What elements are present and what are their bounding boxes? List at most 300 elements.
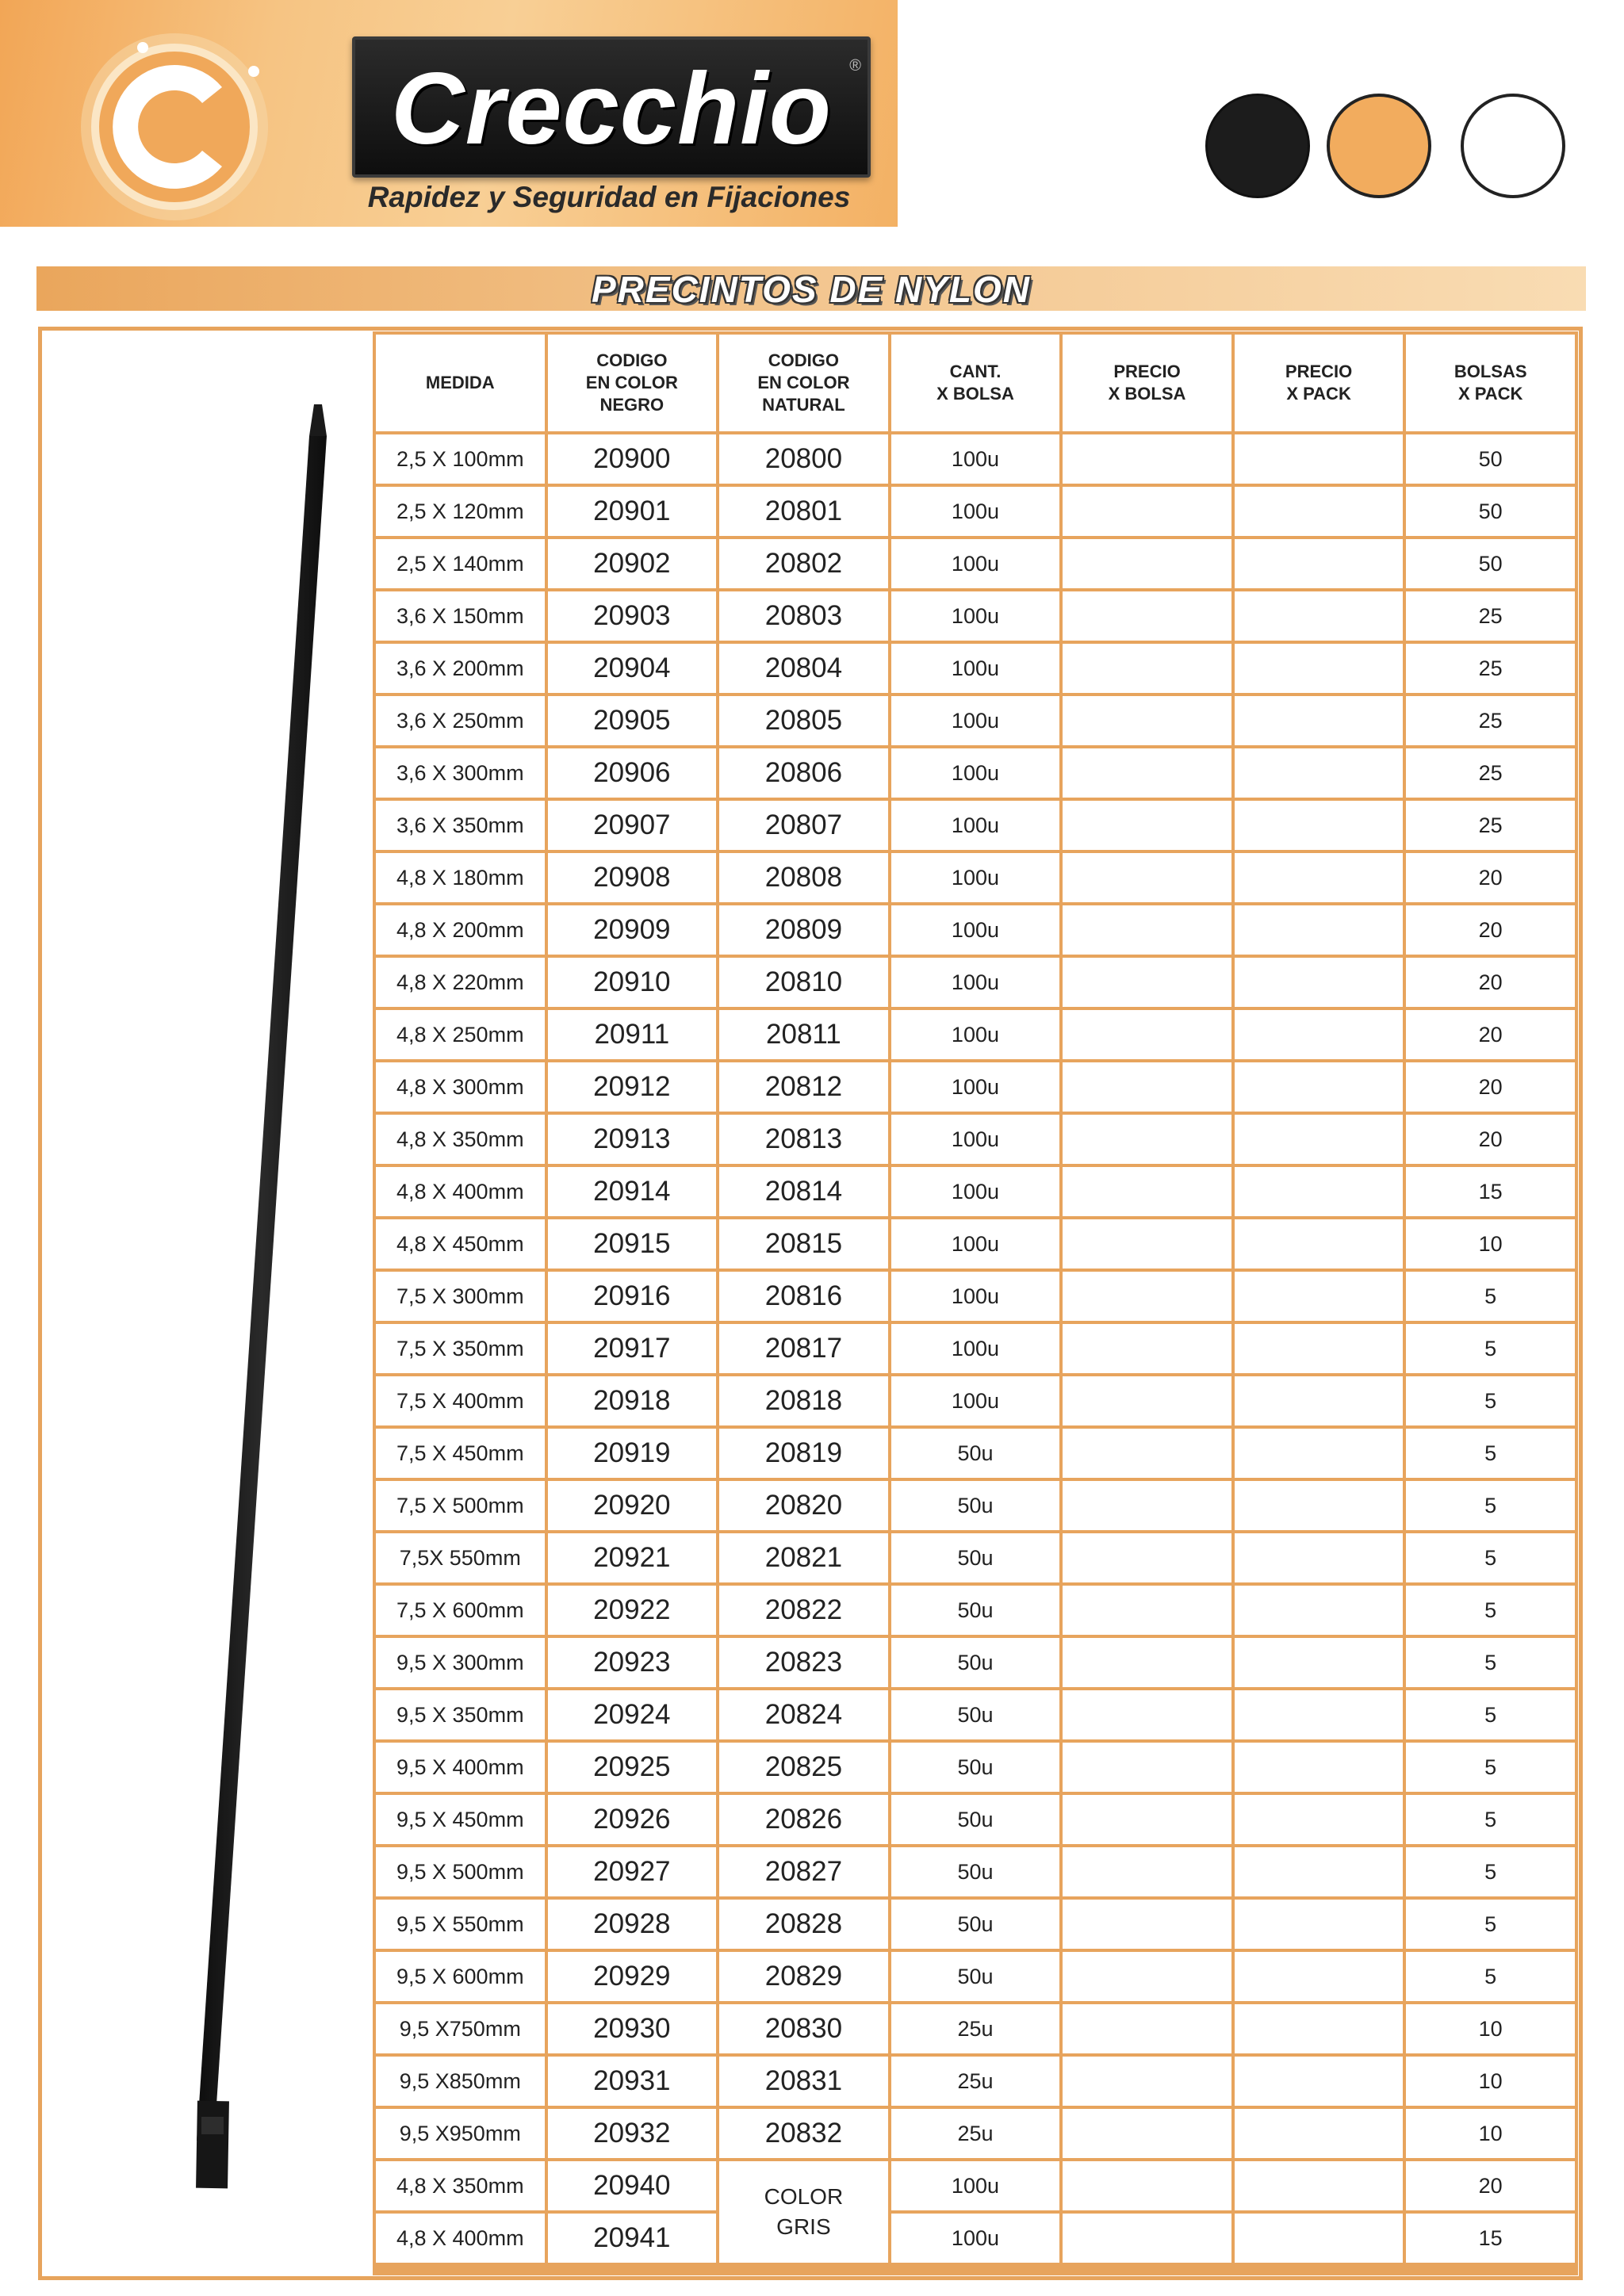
cell-cant-bolsa: 100u [891, 905, 1060, 955]
cell-cant-bolsa: 100u [891, 958, 1060, 1007]
cell-medida: 3,6 X 150mm [376, 591, 545, 641]
cell-cant-bolsa: 50u [891, 1743, 1060, 1792]
cell-precio-bolsa [1063, 1638, 1231, 1687]
cell-codigo-natural: 20803 [719, 591, 888, 641]
cell-codigo-natural: 20829 [719, 1952, 888, 2001]
table-row [376, 1847, 1575, 1896]
table-row [376, 1115, 1575, 1164]
cell-codigo-natural: 20810 [719, 958, 888, 1007]
table-row [376, 696, 1575, 745]
cell-codigo-negro: 20921 [548, 1533, 717, 1582]
cell-medida: 7,5 X 500mm [376, 1481, 545, 1530]
cell-bolsas-pack: 5 [1406, 1533, 1575, 1582]
cell-precio-pack [1235, 1586, 1404, 1635]
cell-codigo-negro: 20920 [548, 1481, 717, 1530]
brand-name: Crecchio [391, 52, 832, 166]
cell-precio-pack [1235, 644, 1404, 693]
cell-medida: 2,5 X 120mm [376, 487, 545, 536]
cell-codigo-natural: 20814 [719, 1167, 888, 1216]
cell-precio-pack [1235, 1690, 1404, 1739]
cell-precio-bolsa [1063, 1952, 1231, 2001]
cell-codigo-natural: 20819 [719, 1429, 888, 1478]
cell-codigo-natural: 20811 [719, 1010, 888, 1059]
cell-cant-bolsa: 100u [891, 1219, 1060, 1269]
cell-medida: 9,5 X750mm [376, 2004, 545, 2053]
cell-codigo-natural: 20825 [719, 1743, 888, 1792]
cell-medida: 7,5 X 450mm [376, 1429, 545, 1478]
cell-precio-bolsa [1063, 2161, 1231, 2210]
cell-bolsas-pack: 5 [1406, 1272, 1575, 1321]
cell-precio-pack [1235, 1481, 1404, 1530]
cell-precio-pack [1235, 1795, 1404, 1844]
cell-medida: 9,5 X 400mm [376, 1743, 545, 1792]
cell-codigo-natural: 20832 [719, 2109, 888, 2158]
cell-bolsas-pack: 50 [1406, 539, 1575, 588]
cell-cant-bolsa: 50u [891, 1429, 1060, 1478]
cell-codigo-negro: 20919 [548, 1429, 717, 1478]
cell-precio-pack [1235, 2109, 1404, 2158]
table-row [376, 591, 1575, 641]
cell-medida: 4,8 X 400mm [376, 2214, 545, 2263]
cell-bolsas-pack: 15 [1406, 1167, 1575, 1216]
cell-precio-pack [1235, 1376, 1404, 1425]
cell-bolsas-pack: 10 [1406, 2109, 1575, 2158]
cell-codigo-natural: 20807 [719, 801, 888, 850]
cell-color-gris: COLOR GRIS [719, 2161, 888, 2263]
table-row [376, 905, 1575, 955]
cell-precio-bolsa [1063, 1586, 1231, 1635]
cell-codigo-natural: 20821 [719, 1533, 888, 1582]
cell-cant-bolsa: 100u [891, 1010, 1060, 1059]
cell-medida: 2,5 X 100mm [376, 434, 545, 484]
cell-codigo-negro: 20907 [548, 801, 717, 850]
cell-cant-bolsa: 100u [891, 1272, 1060, 1321]
cell-codigo-negro: 20916 [548, 1272, 717, 1321]
cell-bolsas-pack: 20 [1406, 958, 1575, 1007]
cell-precio-pack [1235, 1167, 1404, 1216]
table-row [376, 1062, 1575, 1112]
cell-medida: 9,5 X 500mm [376, 1847, 545, 1896]
cell-medida: 7,5 X 300mm [376, 1272, 545, 1321]
table-row [376, 1324, 1575, 1373]
cell-codigo-negro: 20900 [548, 434, 717, 484]
cell-cant-bolsa: 100u [891, 1167, 1060, 1216]
cell-bolsas-pack: 25 [1406, 801, 1575, 850]
table-row [376, 1481, 1575, 1530]
cell-precio-bolsa [1063, 1847, 1231, 1896]
cell-cant-bolsa: 100u [891, 696, 1060, 745]
cell-cant-bolsa: 100u [891, 434, 1060, 484]
table-row [376, 1743, 1575, 1792]
cell-codigo-negro: 20913 [548, 1115, 717, 1164]
cell-precio-pack [1235, 1219, 1404, 1269]
cell-precio-bolsa [1063, 1167, 1231, 1216]
cell-precio-pack [1235, 2004, 1404, 2053]
cell-medida: 7,5 X 600mm [376, 1586, 545, 1635]
cell-precio-bolsa [1063, 1219, 1231, 1269]
cell-bolsas-pack: 5 [1406, 1690, 1575, 1739]
cell-precio-pack [1235, 591, 1404, 641]
table-row [376, 1429, 1575, 1478]
cell-precio-bolsa [1063, 1010, 1231, 1059]
cell-cant-bolsa: 100u [891, 853, 1060, 902]
color-swatch-natural [1327, 94, 1431, 198]
brand-plate [352, 36, 871, 178]
cell-precio-pack [1235, 1743, 1404, 1792]
cell-bolsas-pack: 25 [1406, 644, 1575, 693]
cell-codigo-negro: 20925 [548, 1743, 717, 1792]
table-row-gris [376, 2214, 1575, 2263]
cell-codigo-negro: 20901 [548, 487, 717, 536]
table-row [376, 1795, 1575, 1844]
header-bolsas-pack: BOLSAS X PACK [1406, 335, 1575, 431]
header-precio-pack: PRECIO X PACK [1235, 335, 1404, 431]
table-row [376, 644, 1575, 693]
cell-cant-bolsa: 100u [891, 2214, 1060, 2263]
cell-precio-bolsa [1063, 958, 1231, 1007]
cell-medida: 9,5 X 300mm [376, 1638, 545, 1687]
cell-codigo-natural: 20823 [719, 1638, 888, 1687]
cell-codigo-negro: 20924 [548, 1690, 717, 1739]
cell-codigo-negro: 20940 [548, 2161, 717, 2210]
cell-medida: 3,6 X 300mm [376, 748, 545, 798]
cell-codigo-negro: 20931 [548, 2057, 717, 2106]
table-row [376, 2004, 1575, 2053]
cell-codigo-natural: 20808 [719, 853, 888, 902]
cell-precio-pack [1235, 1324, 1404, 1373]
table-row [376, 539, 1575, 588]
cell-codigo-natural: 20826 [719, 1795, 888, 1844]
cell-bolsas-pack: 10 [1406, 1219, 1575, 1269]
cell-codigo-negro: 20917 [548, 1324, 717, 1373]
cell-codigo-negro: 20914 [548, 1167, 717, 1216]
cell-precio-bolsa [1063, 696, 1231, 745]
cell-precio-pack [1235, 1638, 1404, 1687]
cell-medida: 4,8 X 400mm [376, 1167, 545, 1216]
title-bar [36, 266, 1586, 311]
cell-codigo-natural: 20809 [719, 905, 888, 955]
tagline: Rapidez y Seguridad en Fijaciones [367, 181, 851, 213]
table-row [376, 2057, 1575, 2106]
cell-codigo-negro: 20928 [548, 1900, 717, 1949]
cell-codigo-negro: 20923 [548, 1638, 717, 1687]
cell-cant-bolsa: 25u [891, 2109, 1060, 2158]
cell-precio-bolsa [1063, 644, 1231, 693]
cell-cant-bolsa: 50u [891, 1533, 1060, 1582]
cell-codigo-natural: 20802 [719, 539, 888, 588]
cell-bolsas-pack: 50 [1406, 434, 1575, 484]
cell-bolsas-pack: 5 [1406, 1952, 1575, 2001]
cell-medida: 3,6 X 200mm [376, 644, 545, 693]
cell-bolsas-pack: 5 [1406, 1481, 1575, 1530]
cell-precio-pack [1235, 1272, 1404, 1321]
cell-bolsas-pack: 15 [1406, 2214, 1575, 2263]
cell-cant-bolsa: 50u [891, 1847, 1060, 1896]
cell-codigo-negro: 20926 [548, 1795, 717, 1844]
cell-bolsas-pack: 5 [1406, 1586, 1575, 1635]
table-row [376, 2109, 1575, 2158]
cell-medida: 4,8 X 200mm [376, 905, 545, 955]
cell-bolsas-pack: 5 [1406, 1847, 1575, 1896]
table-row [376, 1900, 1575, 1949]
cell-cant-bolsa: 50u [891, 1795, 1060, 1844]
cell-precio-bolsa [1063, 487, 1231, 536]
cell-codigo-natural: 20800 [719, 434, 888, 484]
cell-bolsas-pack: 25 [1406, 748, 1575, 798]
cell-precio-pack [1235, 801, 1404, 850]
cell-codigo-natural: 20801 [719, 487, 888, 536]
cell-precio-bolsa [1063, 801, 1231, 850]
cell-codigo-natural: 20831 [719, 2057, 888, 2106]
header-medida: MEDIDA [376, 335, 545, 431]
cell-codigo-negro: 20903 [548, 591, 717, 641]
table-row [376, 1952, 1575, 2001]
cell-codigo-natural: 20818 [719, 1376, 888, 1425]
cell-precio-bolsa [1063, 1795, 1231, 1844]
cell-cant-bolsa: 100u [891, 1324, 1060, 1373]
price-table-frame [373, 331, 1578, 2275]
cell-cant-bolsa: 100u [891, 1115, 1060, 1164]
cell-precio-pack [1235, 853, 1404, 902]
cell-precio-pack [1235, 1533, 1404, 1582]
page-title: PRECINTOS DE NYLON [592, 269, 1031, 310]
cell-codigo-negro: 20922 [548, 1586, 717, 1635]
cell-precio-bolsa [1063, 1690, 1231, 1739]
color-swatch-white [1461, 94, 1565, 198]
cell-bolsas-pack: 20 [1406, 1115, 1575, 1164]
cell-medida: 3,6 X 250mm [376, 696, 545, 745]
cell-precio-pack [1235, 1952, 1404, 2001]
cell-precio-bolsa [1063, 1272, 1231, 1321]
cell-bolsas-pack: 20 [1406, 1062, 1575, 1112]
cell-codigo-natural: 20827 [719, 1847, 888, 1896]
cell-cant-bolsa: 100u [891, 487, 1060, 536]
cell-precio-bolsa [1063, 1324, 1231, 1373]
cell-precio-bolsa [1063, 1115, 1231, 1164]
cell-medida: 4,8 X 220mm [376, 958, 545, 1007]
table-row [376, 853, 1575, 902]
cable-tie-icon [159, 404, 396, 2204]
cell-bolsas-pack: 20 [1406, 2161, 1575, 2210]
cell-precio-bolsa [1063, 1533, 1231, 1582]
table-row [376, 434, 1575, 484]
table-row [376, 1167, 1575, 1216]
table-row [376, 748, 1575, 798]
cell-medida: 2,5 X 140mm [376, 539, 545, 588]
cell-medida: 4,8 X 350mm [376, 1115, 545, 1164]
cell-codigo-natural: 20820 [719, 1481, 888, 1530]
table-row [376, 1010, 1575, 1059]
cell-codigo-negro: 20910 [548, 958, 717, 1007]
cell-cant-bolsa: 25u [891, 2004, 1060, 2053]
logo-banner [0, 0, 898, 227]
table-header-row [376, 335, 1575, 431]
cell-codigo-natural: 20813 [719, 1115, 888, 1164]
cell-bolsas-pack: 5 [1406, 1429, 1575, 1478]
cell-bolsas-pack: 10 [1406, 2057, 1575, 2106]
cell-cant-bolsa: 50u [891, 1952, 1060, 2001]
cell-precio-bolsa [1063, 1743, 1231, 1792]
table-row [376, 958, 1575, 1007]
cell-precio-bolsa [1063, 1376, 1231, 1425]
cell-precio-pack [1235, 539, 1404, 588]
cell-precio-pack [1235, 696, 1404, 745]
cell-medida: 9,5 X850mm [376, 2057, 545, 2106]
cell-codigo-negro: 20909 [548, 905, 717, 955]
table-row-gris [376, 2161, 1575, 2210]
cell-bolsas-pack: 20 [1406, 1010, 1575, 1059]
cell-cant-bolsa: 50u [891, 1586, 1060, 1635]
cell-codigo-negro: 20904 [548, 644, 717, 693]
cell-medida: 9,5 X 600mm [376, 1952, 545, 2001]
cell-codigo-negro: 20932 [548, 2109, 717, 2158]
cell-medida: 3,6 X 350mm [376, 801, 545, 850]
cell-medida: 7,5 X 400mm [376, 1376, 545, 1425]
cell-cant-bolsa: 50u [891, 1690, 1060, 1739]
cell-codigo-negro: 20929 [548, 1952, 717, 2001]
logo-letter: C [71, 13, 81, 27]
cell-precio-pack [1235, 487, 1404, 536]
cell-codigo-natural: 20830 [719, 2004, 888, 2053]
table-row [376, 1638, 1575, 1687]
cell-bolsas-pack: 20 [1406, 853, 1575, 902]
cell-precio-pack [1235, 2057, 1404, 2106]
cell-precio-bolsa [1063, 748, 1231, 798]
cell-bolsas-pack: 5 [1406, 1376, 1575, 1425]
header-codigo-negro: CODIGO EN COLOR NEGRO [548, 335, 717, 431]
cell-codigo-natural: 20828 [719, 1900, 888, 1949]
cell-bolsas-pack: 25 [1406, 696, 1575, 745]
cell-precio-pack [1235, 1010, 1404, 1059]
cell-medida: 9,5 X 350mm [376, 1690, 545, 1739]
cell-codigo-natural: 20812 [719, 1062, 888, 1112]
c-logo-icon [71, 13, 293, 246]
cell-codigo-negro: 20915 [548, 1219, 717, 1269]
cell-precio-pack [1235, 748, 1404, 798]
cell-bolsas-pack: 5 [1406, 1795, 1575, 1844]
cell-cant-bolsa: 100u [891, 748, 1060, 798]
color-swatch-black [1205, 94, 1310, 198]
cell-codigo-negro: 20912 [548, 1062, 717, 1112]
header-precio-bolsa: PRECIO X BOLSA [1063, 335, 1231, 431]
cell-precio-bolsa [1063, 2004, 1231, 2053]
cell-bolsas-pack: 5 [1406, 1900, 1575, 1949]
cell-bolsas-pack: 5 [1406, 1638, 1575, 1687]
cell-medida: 4,8 X 250mm [376, 1010, 545, 1059]
cell-precio-bolsa [1063, 905, 1231, 955]
table-row [376, 487, 1575, 536]
table-row [376, 1690, 1575, 1739]
cell-cant-bolsa: 100u [891, 801, 1060, 850]
cell-precio-pack [1235, 1115, 1404, 1164]
cell-precio-bolsa [1063, 1481, 1231, 1530]
cell-precio-pack [1235, 1900, 1404, 1949]
cell-codigo-natural: 20822 [719, 1586, 888, 1635]
table-row [376, 1272, 1575, 1321]
cell-codigo-natural: 20805 [719, 696, 888, 745]
header-codigo-natural: CODIGO EN COLOR NATURAL [719, 335, 888, 431]
header-cant-bolsa: CANT. X BOLSA [891, 335, 1060, 431]
cell-cant-bolsa: 50u [891, 1481, 1060, 1530]
cell-medida: 4,8 X 180mm [376, 853, 545, 902]
table-row [376, 1219, 1575, 1269]
cell-precio-bolsa [1063, 434, 1231, 484]
cell-codigo-natural: 20815 [719, 1219, 888, 1269]
cell-cant-bolsa: 100u [891, 644, 1060, 693]
cell-cant-bolsa: 100u [891, 1376, 1060, 1425]
cell-bolsas-pack: 10 [1406, 2004, 1575, 2053]
cell-precio-bolsa [1063, 2057, 1231, 2106]
registered-mark: ® [849, 57, 861, 75]
cell-precio-bolsa [1063, 1062, 1231, 1112]
cell-codigo-negro: 20906 [548, 748, 717, 798]
cell-medida: 9,5 X950mm [376, 2109, 545, 2158]
cell-medida: 9,5 X 450mm [376, 1795, 545, 1844]
cell-cant-bolsa: 50u [891, 1638, 1060, 1687]
cell-codigo-negro: 20927 [548, 1847, 717, 1896]
cell-medida: 9,5 X 550mm [376, 1900, 545, 1949]
cell-codigo-negro: 20902 [548, 539, 717, 588]
cell-cant-bolsa: 50u [891, 1900, 1060, 1949]
cell-medida: 7,5X 550mm [376, 1533, 545, 1582]
cell-codigo-natural: 20824 [719, 1690, 888, 1739]
cell-bolsas-pack: 5 [1406, 1743, 1575, 1792]
cell-precio-pack [1235, 958, 1404, 1007]
cell-medida: 4,8 X 450mm [376, 1219, 545, 1269]
cell-cant-bolsa: 25u [891, 2057, 1060, 2106]
cell-bolsas-pack: 50 [1406, 487, 1575, 536]
cell-bolsas-pack: 20 [1406, 905, 1575, 955]
cell-medida: 4,8 X 350mm [376, 2161, 545, 2210]
cell-codigo-natural: 20804 [719, 644, 888, 693]
cell-precio-bolsa [1063, 2214, 1231, 2263]
cell-precio-pack [1235, 905, 1404, 955]
cell-codigo-negro: 20908 [548, 853, 717, 902]
cell-cant-bolsa: 100u [891, 591, 1060, 641]
cell-codigo-natural: 20816 [719, 1272, 888, 1321]
cell-codigo-negro: 20930 [548, 2004, 717, 2053]
cell-precio-bolsa [1063, 1429, 1231, 1478]
cell-cant-bolsa: 100u [891, 1062, 1060, 1112]
cell-bolsas-pack: 25 [1406, 591, 1575, 641]
cell-codigo-negro: 20911 [548, 1010, 717, 1059]
price-table [373, 331, 1578, 2266]
cell-medida: 7,5 X 350mm [376, 1324, 545, 1373]
cell-codigo-negro: 20941 [548, 2214, 717, 2263]
cell-precio-pack [1235, 1429, 1404, 1478]
table-row [376, 1533, 1575, 1582]
cell-medida: 4,8 X 300mm [376, 1062, 545, 1112]
cell-precio-bolsa [1063, 853, 1231, 902]
cell-precio-pack [1235, 434, 1404, 484]
table-row [376, 1376, 1575, 1425]
cell-codigo-natural: 20806 [719, 748, 888, 798]
table-row [376, 801, 1575, 850]
cell-precio-bolsa [1063, 2109, 1231, 2158]
cell-bolsas-pack: 5 [1406, 1324, 1575, 1373]
cell-precio-pack [1235, 2214, 1404, 2263]
cell-precio-bolsa [1063, 591, 1231, 641]
cell-codigo-negro: 20918 [548, 1376, 717, 1425]
cell-codigo-natural: 20817 [719, 1324, 888, 1373]
cell-precio-pack [1235, 2161, 1404, 2210]
table-row [376, 1586, 1575, 1635]
cell-precio-bolsa [1063, 539, 1231, 588]
cell-codigo-negro: 20905 [548, 696, 717, 745]
cell-precio-bolsa [1063, 1900, 1231, 1949]
cell-precio-pack [1235, 1062, 1404, 1112]
cell-cant-bolsa: 100u [891, 2161, 1060, 2210]
